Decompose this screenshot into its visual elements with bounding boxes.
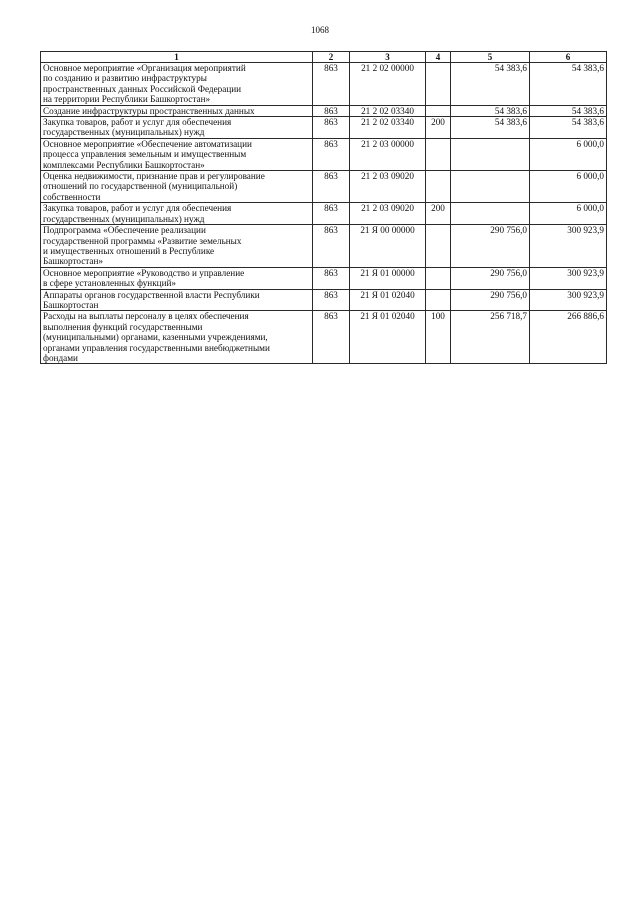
amount-col5-cell (451, 171, 530, 203)
row-name-line: Создание инфраструктуры пространственных данных (43, 105, 255, 116)
amount-col5-cell: 290 756,0 (451, 289, 530, 311)
table-row (41, 267, 607, 289)
row-name (41, 289, 313, 311)
classification-code-cell: 21 Я 00 00000 (350, 225, 426, 268)
row-name-line: государственных (муниципальных) нужд (43, 127, 205, 138)
amount-col6-cell: 300 923,9 (530, 267, 607, 289)
classification-code-cell: 21 2 03 00000 (350, 138, 426, 170)
admin-code-cell: 863 (313, 105, 350, 116)
row-name-line: Башкортостан (43, 299, 99, 310)
amount-col6-cell: 6 000,0 (530, 138, 607, 170)
table-body (41, 63, 607, 364)
row-name-line: Закупка товаров, работ и услуг для обеспечения (43, 117, 232, 128)
amount-col6-cell: 54 383,6 (530, 63, 607, 106)
admin-code-cell: 863 (313, 171, 350, 203)
column-header-1: 1 (41, 52, 313, 63)
classification-code-cell: 21 Я 01 02040 (350, 289, 426, 311)
amount-col5-cell: 290 756,0 (451, 267, 530, 289)
classification-code-cell: 21 2 03 09020 (350, 171, 426, 203)
classification-code-cell: 21 Я 01 00000 (350, 267, 426, 289)
row-name-line: (муниципальными) органами, казенными учреждениями, (43, 332, 268, 343)
expense-type-cell (426, 63, 451, 106)
classification-code-cell: 21 Я 01 02040 (350, 311, 426, 364)
row-name-line: Башкортостан» (43, 256, 104, 267)
amount-col6-cell: 54 383,6 (530, 105, 607, 116)
amount-col6-cell: 266 886,6 (530, 311, 607, 364)
column-header-4: 4 (426, 52, 451, 63)
table-row (41, 63, 607, 106)
row-name-line: Основное мероприятие «Организация мероприятий (43, 63, 246, 73)
expense-type-cell (426, 225, 451, 268)
page-number: 1068 (311, 25, 329, 35)
row-name-line: государственной программы «Развитие земельных (43, 235, 242, 246)
row-name (41, 117, 313, 139)
column-header-3: 3 (350, 52, 426, 63)
amount-col5-cell: 54 383,6 (451, 117, 530, 139)
amount-col5-cell (451, 203, 530, 225)
classification-code-cell: 21 2 03 09020 (350, 203, 426, 225)
row-name-line: государственных (муниципальных) нужд (43, 213, 205, 224)
table-header-row (41, 52, 607, 63)
row-name-line: по созданию и развитию инфраструктуры (43, 73, 207, 84)
row-name-line: Закупка товаров, работ и услуг для обеспечения (43, 203, 232, 214)
classification-code-cell: 21 2 02 03340 (350, 105, 426, 116)
row-name-line: на территории Республики Башкортостан» (43, 94, 211, 105)
row-name-line: и имущественных отношений в Республике (43, 245, 215, 256)
row-name-line: Основное мероприятие «Руководство и управление (43, 267, 245, 278)
column-header-2: 2 (313, 52, 350, 63)
amount-col5-cell: 54 383,6 (451, 63, 530, 106)
row-name-line: Основное мероприятие «Обеспечение автоматизации (43, 138, 252, 149)
admin-code-cell: 863 (313, 225, 350, 268)
amount-col6-cell: 6 000,0 (530, 203, 607, 225)
table-row (41, 117, 607, 139)
row-name-line: процесса управления земельным и имущественным (43, 149, 247, 160)
expense-type-cell (426, 105, 451, 116)
expense-type-cell: 200 (426, 117, 451, 139)
admin-code-cell: 863 (313, 63, 350, 106)
row-name-line: комплексами Республики Башкортостан» (43, 159, 205, 170)
amount-col5-cell: 256 718,7 (451, 311, 530, 364)
admin-code-cell: 863 (313, 289, 350, 311)
row-name (41, 63, 313, 106)
row-name-line: пространственных данных Российской Федерации (43, 83, 242, 94)
expense-type-cell (426, 267, 451, 289)
row-name-line: органами управления государственными внебюджетными (43, 342, 270, 353)
row-name (41, 138, 313, 170)
row-name-line: выполнения функций государственными (43, 321, 203, 332)
expense-type-cell (426, 289, 451, 311)
row-name (41, 105, 313, 116)
row-name (41, 171, 313, 203)
admin-code-cell: 863 (313, 311, 350, 364)
expense-type-cell: 200 (426, 203, 451, 225)
row-name (41, 203, 313, 225)
table-row (41, 171, 607, 203)
classification-code-cell: 21 2 02 00000 (350, 63, 426, 106)
table-row (41, 203, 607, 225)
admin-code-cell: 863 (313, 267, 350, 289)
table-row (41, 289, 607, 311)
amount-col6-cell: 300 923,9 (530, 289, 607, 311)
row-name-line: собственности (43, 191, 101, 202)
table-row (41, 311, 607, 364)
row-name (41, 311, 313, 364)
row-name-line: Аппараты органов государственной власти Республики (43, 289, 260, 300)
row-name-line: Оценка недвижимости, признание прав и регулирование (43, 171, 265, 182)
classification-code-cell: 21 2 02 03340 (350, 117, 426, 139)
column-header-5: 5 (451, 52, 530, 63)
column-header-6: 6 (530, 52, 607, 63)
row-name-line: Подпрограмма «Обеспечение реализации (43, 225, 206, 236)
expense-type-cell: 100 (426, 311, 451, 364)
amount-col6-cell: 54 383,6 (530, 117, 607, 139)
amount-col5-cell (451, 138, 530, 170)
expense-type-cell (426, 171, 451, 203)
admin-code-cell: 863 (313, 203, 350, 225)
table-row (41, 138, 607, 170)
row-name-line: в сфере установленных функций» (43, 278, 177, 289)
amount-col5-cell: 290 756,0 (451, 225, 530, 268)
row-name-line: отношений по государственной (муниципальной) (43, 181, 238, 192)
budget-table (40, 51, 607, 364)
expense-type-cell (426, 138, 451, 170)
amount-col6-cell: 6 000,0 (530, 171, 607, 203)
amount-col6-cell: 300 923,9 (530, 225, 607, 268)
amount-col5-cell: 54 383,6 (451, 105, 530, 116)
admin-code-cell: 863 (313, 117, 350, 139)
row-name (41, 225, 313, 268)
row-name (41, 267, 313, 289)
admin-code-cell: 863 (313, 138, 350, 170)
row-name-line: Расходы на выплаты персоналу в целях обеспечения (43, 311, 249, 322)
table-row (41, 225, 607, 268)
table-row (41, 105, 607, 116)
row-name-line: фондами (43, 352, 78, 363)
